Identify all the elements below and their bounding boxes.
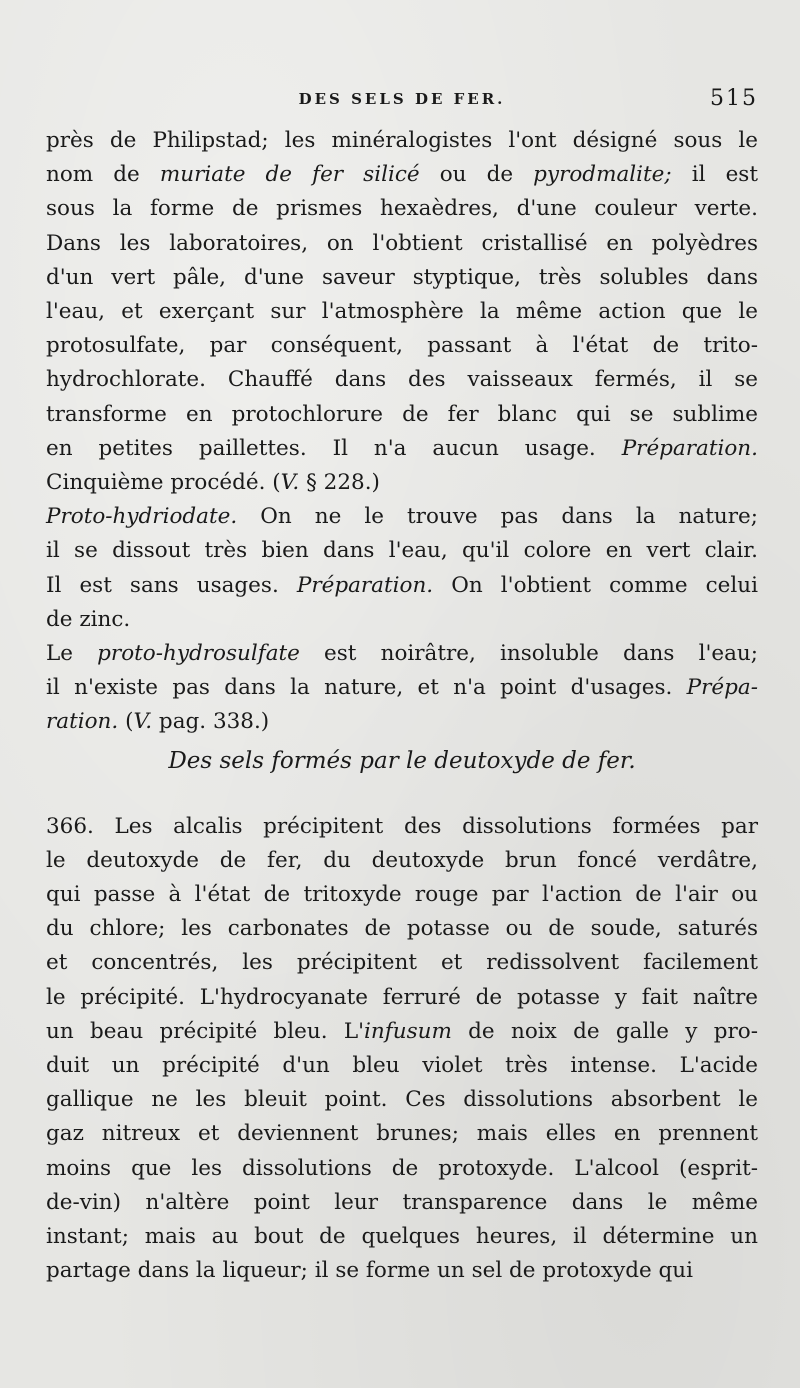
- text-run: hydrochlorate. Chauffé dans des vaisseaux fermés, il se: [46, 367, 758, 393]
- text-line: [46, 398, 758, 432]
- italic-run: Préparation.: [296, 572, 434, 598]
- text-run: nom de: [46, 162, 160, 188]
- text-line: [46, 603, 758, 637]
- italic-run: Proto-hydriodate.: [46, 504, 238, 530]
- text-line: [46, 1220, 758, 1254]
- text-line: [46, 261, 758, 295]
- text-line: [46, 981, 758, 1015]
- text-line: [46, 1254, 758, 1288]
- text-run: Dans les laboratoires, on l'obtient cristallisé en polyèdres: [46, 230, 758, 256]
- text-run: de noix de galle y pro-: [451, 1018, 758, 1044]
- text-run: du chlore; les carbonates de potasse ou de soude, saturés: [46, 916, 758, 942]
- text-run: duit un précipité d'un bleu violet très intense. L'acide: [46, 1053, 758, 1079]
- text-line: [46, 1117, 758, 1151]
- text-run: instant; mais au bout de quelques heures, il détermine un: [46, 1224, 758, 1250]
- italic-run: muriate de fer silicé: [159, 162, 420, 188]
- text-line: [46, 912, 758, 946]
- text-line: [46, 569, 758, 603]
- paragraph: [46, 637, 758, 740]
- text-line: [46, 329, 758, 363]
- text-run: § 228.): [299, 470, 380, 496]
- text-run: sous la forme de prismes hexaèdres, d'une couleur verte.: [46, 196, 758, 222]
- text-line: [46, 158, 758, 192]
- text-run: partage dans la liqueur; il se forme un sel de protoxyde qui: [46, 1258, 694, 1284]
- italic-run: Prépa-: [686, 675, 758, 701]
- text-line: [46, 534, 758, 568]
- italic-run: proto-hydrosulfate: [97, 641, 300, 667]
- text-line: [46, 671, 758, 705]
- paragraph: [46, 500, 758, 637]
- text-run: de zinc.: [46, 606, 131, 632]
- page-number: 515: [710, 86, 758, 111]
- text-run: ou de: [419, 162, 534, 188]
- text-line: [46, 1015, 758, 1049]
- text-run: pag. 338.): [152, 709, 270, 735]
- text-run: il est: [671, 162, 758, 188]
- text-run: il n'existe pas dans la nature, et n'a point d'usages.: [46, 675, 687, 701]
- text-line: [46, 1083, 758, 1117]
- text-line: [46, 878, 758, 912]
- text-line: [46, 124, 758, 158]
- italic-run: pyrodmalite;: [533, 162, 672, 188]
- text-line: [46, 432, 758, 466]
- paragraph: [46, 124, 758, 500]
- text-line: [46, 946, 758, 980]
- paragraph: [46, 810, 758, 1289]
- text-line: [46, 844, 758, 878]
- section-paragraphs: [46, 810, 758, 1289]
- text-run: On l'obtient comme celui: [433, 572, 758, 598]
- text-line: [46, 1049, 758, 1083]
- text-run: Il est sans usages.: [46, 572, 297, 598]
- text-line: [46, 705, 758, 739]
- text-run: le deutoxyde de fer, du deutoxyde brun foncé verdâtre,: [46, 847, 758, 873]
- italic-run: Préparation.: [621, 435, 758, 461]
- italic-run: ration.: [46, 709, 119, 735]
- text-run: moins que les dissolutions de protoxyde. L'alcool (esprit-: [46, 1155, 758, 1181]
- text-run: On ne le trouve pas dans la nature;: [237, 504, 758, 530]
- section-heading: Des sels formés par le deutoxyde de fer.: [168, 747, 636, 774]
- text-run: gaz nitreux et deviennent brunes; mais elles en prennent: [46, 1121, 758, 1147]
- text-run: (: [118, 709, 134, 735]
- text-line: [46, 466, 758, 500]
- text-run: Cinquième procédé. (: [46, 470, 281, 496]
- text-line: [46, 1186, 758, 1220]
- text-run: qui passe à l'état de tritoxyde rouge par l'action de l'air ou: [46, 882, 758, 908]
- page-body: [46, 124, 758, 1289]
- text-run: transforme en protochlorure de fer blanc qui se sublime: [46, 401, 758, 427]
- text-line: [46, 227, 758, 261]
- italic-run: V.: [133, 709, 153, 735]
- paragraphs-before-heading: [46, 124, 758, 740]
- text-run: un beau précipité bleu. L': [46, 1018, 365, 1044]
- text-line: [46, 637, 758, 671]
- text-run: gallique ne les bleuit point. Ces dissolutions absorbent le: [46, 1087, 758, 1113]
- text-run: d'un vert pâle, d'une saveur styptique, très solubles dans: [46, 264, 758, 290]
- text-run: il se dissout très bien dans l'eau, qu'il colore en vert clair.: [46, 538, 758, 564]
- text-run: 366. Les alcalis précipitent des dissolutions formées par: [46, 813, 758, 839]
- italic-run: V.: [280, 470, 300, 496]
- text-run: en petites paillettes. Il n'a aucun usage.: [46, 435, 622, 461]
- text-line: [46, 1152, 758, 1186]
- text-line: [46, 500, 758, 534]
- text-run: Le: [46, 641, 98, 667]
- page-header: [46, 84, 758, 120]
- text-line: [46, 363, 758, 397]
- text-run: près de Philipstad; les minéralogistes l'ont désigné sous le: [46, 128, 758, 153]
- text-line: [46, 192, 758, 226]
- text-run: de-vin) n'altère point leur transparence dans le même: [46, 1189, 758, 1215]
- italic-run: infusum: [364, 1018, 452, 1044]
- text-run: et concentrés, les précipitent et redissolvent facilement: [46, 950, 758, 976]
- running-head: DES SELS DE FER.: [298, 90, 506, 108]
- text-line: [46, 295, 758, 329]
- text-run: l'eau, et exerçant sur l'atmosphère la même action que le: [46, 299, 758, 325]
- text-run: le précipité. L'hydrocyanate ferruré de potasse y fait naître: [46, 984, 758, 1010]
- text-run: protosulfate, par conséquent, passant à l'état de trito-: [46, 333, 758, 359]
- text-line: [46, 810, 758, 844]
- text-run: est noirâtre, insoluble dans l'eau;: [299, 641, 758, 667]
